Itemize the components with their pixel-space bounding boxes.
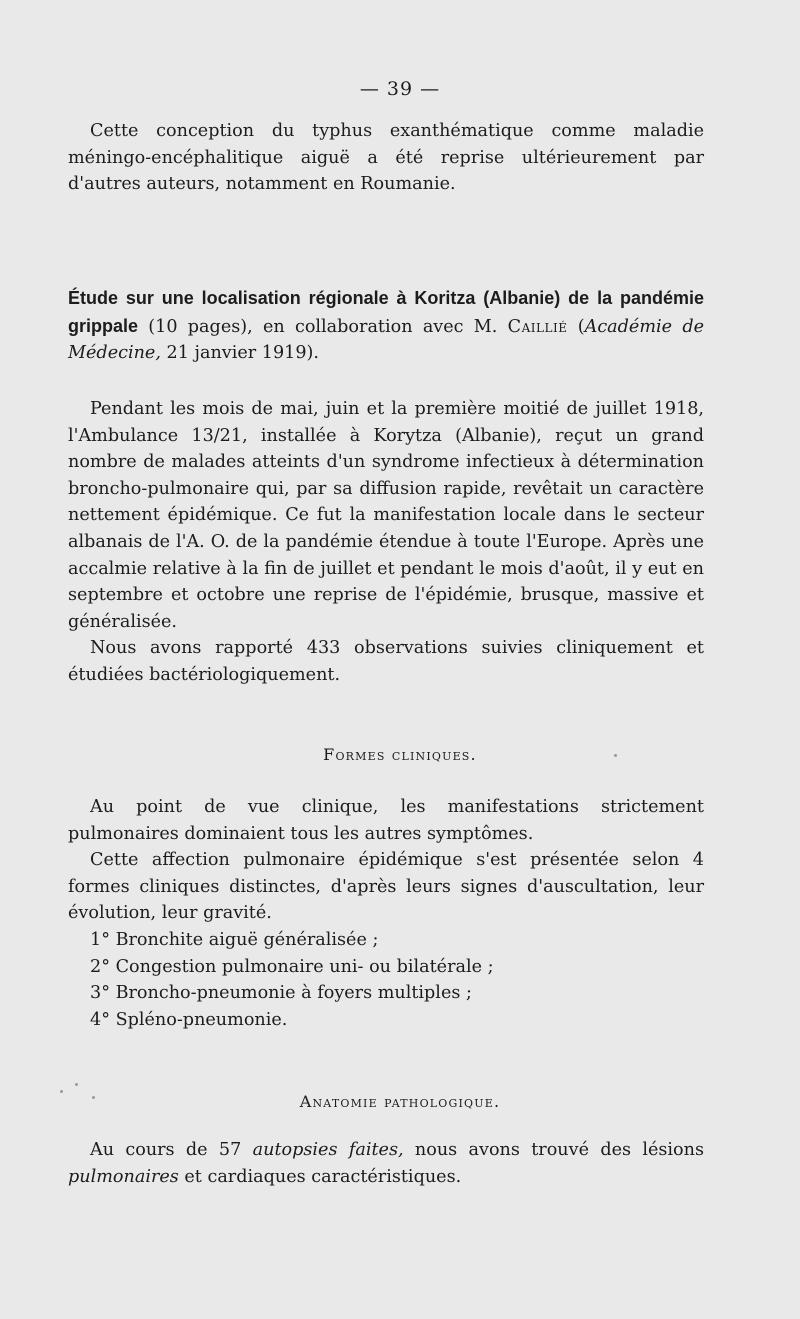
scan-speck (92, 1096, 95, 1099)
section-heading-anatomie-pathologique: Anatomie pathologique. (299, 1092, 501, 1111)
intro-paragraph-block (68, 118, 704, 198)
section-2-text-after: et cardiaques caractéristiques. (178, 1166, 462, 1187)
section-2-paragraph (68, 1137, 704, 1190)
section-1-paragraph-2: Cette affection pulmonaire épidémique s'est présentée selon 4 formes cliniques distinctes, d'après leurs signes d'auscultation, leur évolution, leur gravité. (68, 850, 704, 924)
page-number: — 39 — (359, 78, 441, 100)
list-item: 2° Congestion pulmonaire uni- ou bilatérale ; (90, 956, 494, 977)
section-heading-formes-cliniques: Formes cliniques. (323, 745, 477, 764)
scan-speck (614, 754, 617, 757)
section-1-paragraph-1: Au point de vue clinique, les manifestations strictement pulmonaires dominaient tous les autres symptômes. (68, 797, 704, 844)
publication-pages: (10 pages), en collaboration avec M. (138, 316, 508, 337)
publication-coauthor: Caillié (507, 316, 568, 337)
publication-title: Étude sur une localisation régionale à Koritza (Albanie) de la pandémie grippale (68, 288, 704, 336)
journal-open: ( (567, 316, 585, 337)
section-2-italic-pulmonaires: pulmonaires (68, 1166, 179, 1187)
publication-entry (68, 285, 704, 367)
section-2-body (68, 1137, 704, 1190)
body-paragraph-2: Nous avons rapporté 433 observations suivies cliniquement et étudiées bactériologiquement. (68, 638, 704, 685)
list-item: 1° Bronchite aiguë généralisée ; (90, 929, 379, 950)
publication-citation (68, 285, 704, 367)
publication-journal: Académie de Médecine, (68, 316, 704, 364)
clinical-forms-list (68, 927, 704, 1033)
section-2-text-before: Au cours de 57 (90, 1140, 253, 1160)
scan-speck (60, 1090, 63, 1093)
section-2-text-middle: nous avons trouvé des lésions (403, 1140, 704, 1160)
intro-paragraph: Cette conception du typhus exanthématique comme maladie méningo-encéphalitique aiguë a été reprise ultérieurement par d'autres auteurs, notamment en Roumanie. (68, 121, 704, 195)
publication-date: 21 janvier 1919). (160, 343, 319, 364)
section-2-italic-autopsies: autopsies faites, (252, 1140, 404, 1160)
list-item: 3° Broncho-pneumonie à foyers multiples ; (90, 983, 472, 1004)
body-block-1 (68, 396, 704, 689)
scan-speck (75, 1083, 78, 1086)
body-paragraph-1: Pendant les mois de mai, juin et la première moitié de juillet 1918, l'Ambulance 13/21, installée à Korytza (Albanie), reçut un grand nombre de malades atteints d'un syndrome infectieux à détermination broncho-pulmonaire qui, par sa diffusion rapide, revêtait un caractère nettement épidémique. Ce fut la manifestation locale dans le secteur albanais de l'A. O. de la pandémie étendue à toute l'Europe. Après une accalmie relative à la fin de juillet et pendant le mois d'août, il y eut en septembre et octobre une reprise de l'épidémie, brusque, massive et généralisée. (68, 399, 704, 632)
section-1-body (68, 794, 704, 1033)
list-item: 4° Spléno-pneumonie. (90, 1009, 288, 1030)
